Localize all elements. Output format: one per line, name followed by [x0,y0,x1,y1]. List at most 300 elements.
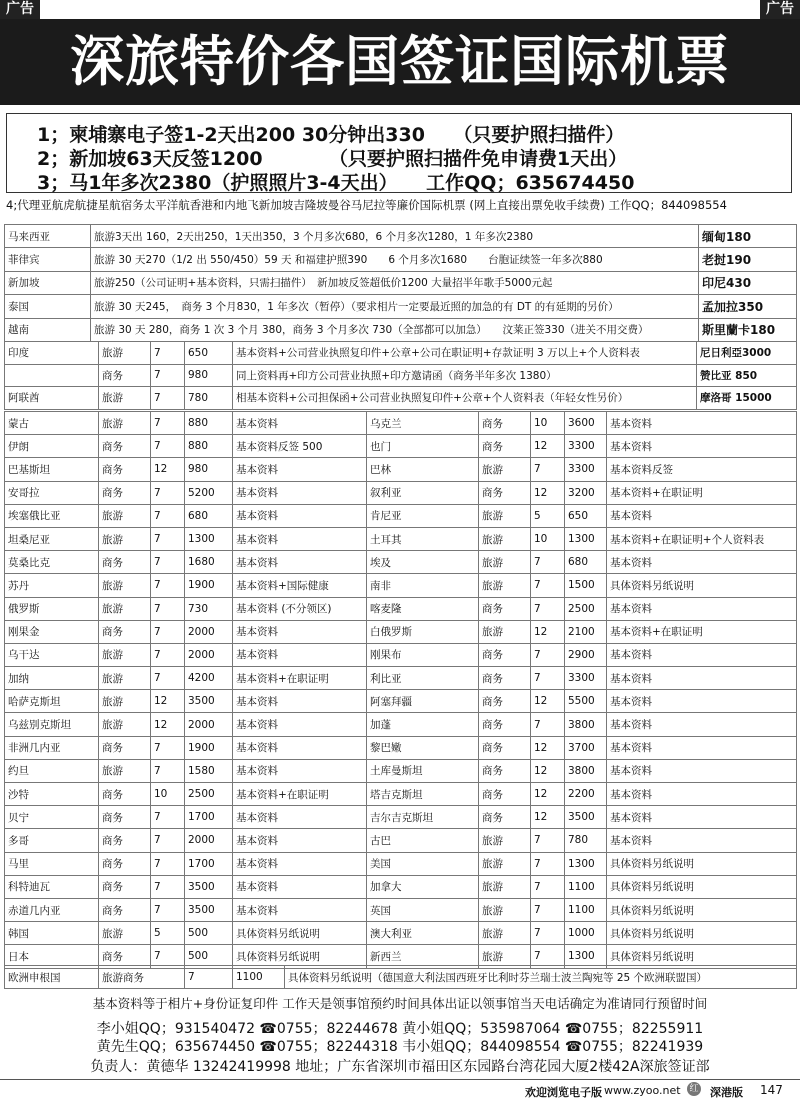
table-cell: 哈萨克斯坦 [5,690,99,713]
table-cell: 1700 [185,852,233,875]
table-cell: 旅游 [479,458,531,481]
table-cell: 1300 [565,527,607,550]
table-cell: 12 [531,736,565,759]
table-cell: 680 [565,551,607,574]
table-cell: 7 [151,481,185,504]
table-cell: 7 [151,643,185,666]
banner-title: 深旅特价各国签证国际机票 [0,19,800,105]
table-cell: 基本资料 [607,435,797,458]
table-cell: 巴林 [367,458,479,481]
table-cell: 基本资料+在职证明+个人资料表 [607,527,797,550]
table-cell: 科特迪瓦 [5,875,99,898]
table-cell: 基本资料+在职证明 [233,783,367,806]
table-cell: 7 [151,551,185,574]
table-cell: 旅游 [479,527,531,550]
table-cell: 基本资料 [233,481,367,504]
table-cell: 3500 [185,875,233,898]
table-cell: 美国 [367,852,479,875]
table-cell: 基本资料 [233,713,367,736]
table-cell: 7 [531,458,565,481]
table-row [5,527,797,550]
table-cell: 南非 [367,574,479,597]
table-cell: 基本资料 [607,713,797,736]
table-cell: 商务 [479,690,531,713]
table-cell: 旅游 [99,597,151,620]
table-cell: 1300 [185,527,233,550]
table-cell: 基本资料 [607,412,797,435]
table-cell: 俄罗斯 [5,597,99,620]
table-cell: 印尼430 [699,271,797,294]
table-cell: 沙特 [5,783,99,806]
table-cell: 韩国 [5,922,99,945]
table-cell: 商务 [479,643,531,666]
table-row [5,667,797,690]
table-cell: 新加坡 [5,271,91,294]
table-cell: 4200 [185,667,233,690]
table-cell: 3500 [185,898,233,921]
table-cell: 旅游商务 [99,966,185,989]
table-cell: 12 [531,759,565,782]
table-cell: 基本资料 [607,597,797,620]
table-row [5,412,797,435]
india-uae-table [4,341,797,410]
table-cell: 7 [151,527,185,550]
table-cell: 7 [151,387,185,410]
table-cell: 基本资料 [607,643,797,666]
table-cell: 基本资料 (不分领区) [233,597,367,620]
table-cell: 摩洛哥 15000 [697,387,797,410]
table-cell: 澳大利亚 [367,922,479,945]
table-cell: 商务 [479,435,531,458]
table-cell: 吉尔吉克斯坦 [367,806,479,829]
promo-line-3: 3；马1年多次2380（护照照片3-4天出） 工作QQ；635674450 [37,172,635,194]
table-cell: 加蓬 [367,713,479,736]
table-cell: 商务 [99,435,151,458]
table-cell: 基本资料 [233,458,367,481]
table-cell: 12 [531,435,565,458]
footer-note: 基本资料等于相片+身份证复印件 工作天是领事馆预约时间具体出证以领事馆当天电话确定为准请同行预留时间 [92,996,708,1011]
table-cell: 3300 [565,458,607,481]
table-cell: 基本资料 [233,551,367,574]
table-cell: 乌干达 [5,643,99,666]
table-row [5,690,797,713]
agent-line: 4;代理亚航虎航捷星航宿务太平洋航香港和内地飞新加坡吉隆坡曼谷马尼拉等廉价国际机票 (网上直接出票免收手续费) 工作QQ；844098554 [6,198,727,212]
table-cell: 10 [151,783,185,806]
table-row [5,922,797,945]
table-cell: 基本资料 [607,829,797,852]
table-row [5,620,797,643]
table-cell: 商务 [99,620,151,643]
table-row [5,759,797,782]
table-cell: 多哥 [5,829,99,852]
table-cell: 具体资料另纸说明 [607,922,797,945]
table-cell: 1900 [185,574,233,597]
bottom-bar [0,1079,800,1101]
table-cell: 叙利亚 [367,481,479,504]
table-cell: 商务 [99,736,151,759]
table-cell: 旅游 [479,551,531,574]
table-row [5,736,797,759]
table-cell: 旅游 [99,643,151,666]
table-row [5,364,797,387]
table-cell: 欧洲申根国 [5,966,99,989]
table-cell: 500 [185,945,233,968]
table-cell: 加拿大 [367,875,479,898]
table-cell: 旅游 [479,504,531,527]
table-cell: 基本资料 [233,898,367,921]
table-cell: 同上资料再+印方公司营业执照+印方邀请函（商务半年多次 1380） [233,364,697,387]
table-cell: 商务 [99,829,151,852]
table-cell: 具体资料另纸说明 [607,875,797,898]
table-cell: 商务 [99,458,151,481]
table-cell: 基本资料 [233,759,367,782]
table-cell: 基本资料+在职证明 [233,667,367,690]
table-cell: 基本资料 [233,829,367,852]
table-cell: 7 [531,922,565,945]
table-cell: 约旦 [5,759,99,782]
table-cell: 基本资料 [233,875,367,898]
table-cell: 2000 [185,620,233,643]
table-cell: 塔吉克斯坦 [367,783,479,806]
promo-box [6,113,792,193]
table-cell: 旅游 [479,898,531,921]
table-cell: 12 [151,458,185,481]
promo-line-1: 1；柬埔寨电子签1-2天出200 30分钟出330 （只要护照扫描件） [37,124,625,146]
table-cell: 喀麦隆 [367,597,479,620]
table-cell: 基本资料 [233,643,367,666]
table-cell: 商务 [99,945,151,968]
table-cell: 商务 [99,806,151,829]
table-cell: 巴基斯坦 [5,458,99,481]
table-cell: 旅游 [99,387,151,410]
table-cell: 7 [151,435,185,458]
table-cell: 基本资料 [607,504,797,527]
table-cell: 伊朗 [5,435,99,458]
table-cell: 1900 [185,736,233,759]
table-cell: 新西兰 [367,945,479,968]
table-cell: 10 [531,412,565,435]
schengen-table [4,965,797,989]
table-cell: 基本资料+国际健康 [233,574,367,597]
table-cell: 2100 [565,620,607,643]
table-cell: 商务 [99,852,151,875]
table-cell: 商务 [99,783,151,806]
table-cell: 坦桑尼亚 [5,527,99,550]
table-cell: 旅游 [99,412,151,435]
table-cell: 7 [531,852,565,875]
table-cell: 7 [151,945,185,968]
table-cell: 旅游 [99,713,151,736]
table-cell: 旅游 [479,829,531,852]
visa-price-table [4,411,797,969]
table-row [5,829,797,852]
table-cell: 马来西亚 [5,225,91,248]
table-cell: 具体资料另纸说明 [607,574,797,597]
table-cell: 7 [151,852,185,875]
table-cell: 阿塞拜疆 [367,690,479,713]
table-cell: 3600 [565,412,607,435]
page-number: 147 [760,1083,783,1097]
table-cell: 基本资料 [233,806,367,829]
table-row [5,318,797,341]
table-cell: 乌兹别克斯坦 [5,713,99,736]
table-cell: 3700 [565,736,607,759]
table-cell: 尼日利亞3000 [697,342,797,365]
table-cell: 1000 [565,922,607,945]
table-cell: 马里 [5,852,99,875]
table-row [5,574,797,597]
table-cell: 12 [531,620,565,643]
table-cell: 12 [531,783,565,806]
table-cell: 12 [151,690,185,713]
table-row [5,597,797,620]
table-cell: 具体资料另纸说明 [607,898,797,921]
table-cell: 商务 [99,364,151,387]
table-cell: 1100 [565,875,607,898]
table-cell: 商务 [479,736,531,759]
table-cell: 商务 [479,481,531,504]
table-cell: 680 [185,504,233,527]
table-cell: 980 [185,364,233,387]
table-cell: 商务 [479,597,531,620]
table-cell: 具体资料另纸说明 [607,852,797,875]
table-cell: 2000 [185,643,233,666]
table-cell: 2500 [185,783,233,806]
table-cell: 印度 [5,342,99,365]
table-cell: 埃及 [367,551,479,574]
table-cell: 基本资料 [233,527,367,550]
welcome-text: 欢迎浏览电子版 [525,1086,602,1099]
table-row [5,852,797,875]
table-cell: 古巴 [367,829,479,852]
table-cell: 旅游250（公司证明+基本资料，只需扫描件） 新加坡反签超低价1200 大量招半年歌手5000元起 [91,271,699,294]
table-cell: 莫桑比克 [5,551,99,574]
table-cell: 1300 [565,852,607,875]
table-row [5,225,797,248]
table-cell: 7 [151,875,185,898]
table-cell: 泰国 [5,295,91,318]
table-row [5,504,797,527]
table-cell: 旅游 [479,620,531,643]
table-cell: 利比亚 [367,667,479,690]
table-row [5,481,797,504]
table-cell: 基本资料 [233,852,367,875]
table-cell: 7 [151,736,185,759]
table-cell: 7 [531,551,565,574]
table-cell: 780 [565,829,607,852]
footer-contacts-2: 黄先生QQ；635674450 ☎0755；82244318 韦小姐QQ；844098554 ☎0755；82241939 [96,1039,704,1055]
table-cell: 7 [531,829,565,852]
table-cell: 加纳 [5,667,99,690]
table-cell: 7 [531,667,565,690]
table-cell: 5 [151,922,185,945]
table-cell: 旅游 30 天245， 商务 3 个月830，1 年多次（暂停）（要求相片一定要最近照的加急的有 DT 的有延期的另价） [91,295,699,318]
table-cell: 7 [151,620,185,643]
table-cell: 商务 [479,667,531,690]
table-cell: 3200 [565,481,607,504]
table-cell: 基本资料 [233,736,367,759]
asia-price-table [4,224,797,342]
table-cell: 旅游 [479,574,531,597]
table-cell: 基本资料 [233,504,367,527]
table-cell: 2000 [185,713,233,736]
table-cell: 1100 [233,966,285,989]
table-cell: 7 [151,412,185,435]
table-cell: 5200 [185,481,233,504]
table-cell: 商务 [479,412,531,435]
table-cell: 7 [531,597,565,620]
table-cell: 缅甸180 [699,225,797,248]
table-row [5,342,797,365]
table-cell: 相基本资料+公司担保函+公司营业执照复印件+公章+个人资料表（年轻女性另价） [233,387,697,410]
table-cell: 旅游 [99,759,151,782]
website-link[interactable]: www.zyoo.net [604,1084,681,1097]
table-cell: 黎巴嫩 [367,736,479,759]
table-cell: 7 [151,667,185,690]
table-cell: 3800 [565,713,607,736]
table-cell: 7 [151,342,185,365]
table-row [5,783,797,806]
table-row [5,271,797,294]
table-cell: 菲律宾 [5,248,91,271]
table-cell: 也门 [367,435,479,458]
table-cell: 孟加拉350 [699,295,797,318]
table-cell: 1700 [185,806,233,829]
table-row [5,435,797,458]
table-cell: 埃塞俄比亚 [5,504,99,527]
table-cell: 2500 [565,597,607,620]
table-cell: 基本资料反签 [607,458,797,481]
table-cell: 7 [531,643,565,666]
table-cell: 商务 [479,759,531,782]
table-cell: 7 [151,759,185,782]
table-cell: 1500 [565,574,607,597]
table-cell: 旅游 [99,342,151,365]
table-row [5,713,797,736]
table-row [5,387,797,410]
table-cell: 1680 [185,551,233,574]
table-cell: 商务 [99,898,151,921]
table-cell: 日本 [5,945,99,968]
table-cell: 2900 [565,643,607,666]
table-cell: 7 [151,829,185,852]
table-cell: 商务 [99,551,151,574]
table-cell: 安哥拉 [5,481,99,504]
table-cell: 基本资料 [233,620,367,643]
table-cell: 具体资料另纸说明（德国意大利法国西班牙比利时芬兰瑞士波兰陶宛等 25 个欧洲联盟国） [285,966,797,989]
table-cell: 老挝190 [699,248,797,271]
table-cell: 赤道几内亚 [5,898,99,921]
table-row [5,295,797,318]
table-cell: 7 [531,713,565,736]
table-cell: 650 [565,504,607,527]
table-cell: 3300 [565,435,607,458]
table-row [5,458,797,481]
ad-label-left: 广告 [0,0,40,19]
table-cell: 土耳其 [367,527,479,550]
table-cell: 商务 [99,481,151,504]
table-cell: 具体资料另纸说明 [607,945,797,968]
table-cell: 10 [531,527,565,550]
table-cell: 7 [151,898,185,921]
table-cell: 基本资料+公司营业执照复印件+公章+公司在职证明+存款证明 3 万以上+个人资料表 [233,342,697,365]
table-row [5,643,797,666]
table-cell: 旅游 [99,922,151,945]
table-cell: 旅游 [99,527,151,550]
footer-contacts-1: 李小姐QQ；931540472 ☎0755；82244678 黄小姐QQ；535987064 ☎0755；82255911 [96,1021,704,1037]
table-cell: 旅游 [479,922,531,945]
table-cell: 5 [531,504,565,527]
table-cell: 7 [531,945,565,968]
table-row [5,898,797,921]
table-cell: 3500 [565,806,607,829]
table-row [5,875,797,898]
table-cell: 基本资料 [233,690,367,713]
table-cell: 7 [531,574,565,597]
table-cell: 贝宁 [5,806,99,829]
table-cell: 商务 [479,713,531,736]
table-cell: 基本资料反签 500 [233,435,367,458]
table-cell: 肯尼亚 [367,504,479,527]
table-cell: 12 [151,713,185,736]
table-cell: 旅游 [479,875,531,898]
table-cell: 白俄罗斯 [367,620,479,643]
table-cell: 12 [531,481,565,504]
table-cell: 12 [531,690,565,713]
table-cell: 7 [151,504,185,527]
table-row [5,551,797,574]
table-cell: 7 [151,364,185,387]
table-cell: 980 [185,458,233,481]
table-cell: 非洲几内亚 [5,736,99,759]
table-cell: 7 [151,806,185,829]
table-cell: 3800 [565,759,607,782]
table-cell: 1300 [565,945,607,968]
table-cell: 780 [185,387,233,410]
table-cell: 旅游3天出 160，2天出250，1天出350，3 个月多次680，6 个月多次1280，1 年多次2380 [91,225,699,248]
table-cell: 基本资料 [607,551,797,574]
table-cell: 650 [185,342,233,365]
table-cell: 斯里蘭卡180 [699,318,797,341]
table-cell: 7 [531,875,565,898]
table-cell: 具体资料另纸说明 [233,945,367,968]
table-cell: 刚果金 [5,620,99,643]
table-cell: 阿联酋 [5,387,99,410]
table-cell: 基本资料 [607,759,797,782]
table-cell: 基本资料 [607,667,797,690]
table-cell: 具体资料另纸说明 [233,922,367,945]
table-cell: 基本资料 [607,690,797,713]
table-cell: 越南 [5,318,91,341]
table-cell: 7 [185,966,233,989]
table-cell: 基本资料+在职证明 [607,481,797,504]
table-cell: 730 [185,597,233,620]
promo-line-2: 2；新加坡63天反签1200 （只要护照扫描件免申请费1天出） [37,148,628,170]
table-cell: 7 [151,597,185,620]
table-cell: 3500 [185,690,233,713]
table-cell: 旅游 [479,945,531,968]
table-cell: 500 [185,922,233,945]
table-cell: 2000 [185,829,233,852]
table-cell: 12 [531,806,565,829]
table-cell: 乌克兰 [367,412,479,435]
footer-address: 负责人：黄德华 13242419998 地址；广东省深圳市福田区东园路台湾花园大厦2楼42A深旅签证部 [90,1059,710,1075]
table-cell: 商务 [479,783,531,806]
table-cell: 基本资料 [607,736,797,759]
brand-badge-icon: 红 [687,1082,701,1096]
table-cell: 3300 [565,667,607,690]
table-cell: 旅游 30 天 280，商务 1 次 3 个月 380，商务 3 个月多次 730（全部都可以加急） 汶莱正签330（进关不用交费） [91,318,699,341]
